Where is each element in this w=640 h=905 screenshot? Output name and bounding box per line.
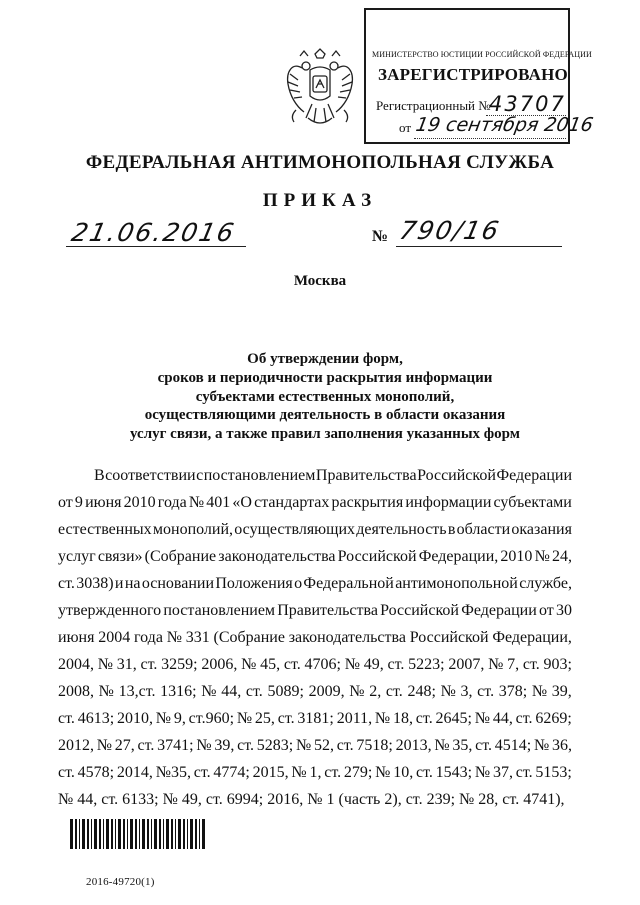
body-line: услуг связи» (Собрание законодательства Российской Федерации, 2010 № 24,: [58, 548, 572, 565]
city: Москва: [293, 273, 347, 289]
stamp-status: ЗАРЕГИСТРИРОВАНО: [378, 65, 568, 84]
stamp-ministry: МИНИСТЕРСТВО ЮСТИЦИИ РОССИЙСКОЙ ФЕДЕРАЦИИ: [372, 50, 592, 59]
body-paragraph: [58, 462, 572, 813]
subject-line: Об утверждении форм,: [247, 351, 403, 367]
order-number: 790/16: [396, 216, 504, 245]
subject-line: сроков и периодичности раскрытия информации: [157, 369, 493, 386]
stamp-date: 19 сентября 2016: [414, 114, 595, 136]
stamp-date-underline: [414, 138, 566, 139]
body-line: от 9 июня 2010 года № 401 «О стандартах раскрытия информации субъектами: [58, 494, 572, 511]
body-line: ст. 3038) и на основании Положения о Федеральной антимонопольной службе,: [58, 575, 572, 592]
body-line: ст. 4613; 2010, № 9, ст.960; № 25, ст. 3181; 2011, № 18, ст. 2645; № 44, ст. 6269;: [58, 710, 572, 727]
subject-line: осуществляющими деятельность в области оказания: [144, 407, 506, 424]
document-type: ПРИКАЗ: [262, 190, 378, 211]
body-line: 2008, № 13,ст. 1316; № 44, ст. 5089; 2009, № 2, ст. 248; № 3, ст. 378; № 39,: [58, 683, 572, 700]
body-line: июня 2004 года № 331 (Собрание законодательства Российской Федерации,: [58, 629, 572, 646]
order-number-underline: [396, 246, 562, 247]
subject-line: услуг связи, а также правил заполнения указанных форм: [130, 426, 520, 443]
body-line: В соответствии с постановлением Правительства Российской Федерации: [94, 467, 572, 484]
registration-stamp: [364, 8, 595, 144]
subject-line: субъектами естественных монополий,: [195, 388, 455, 405]
order-date-underline: [66, 246, 246, 247]
body-line: ст. 4578; 2014, №35, ст. 4774; 2015, № 1, ст. 279; № 10, ст. 1543; № 37, ст. 5153;: [58, 764, 572, 781]
agency-name: ФЕДЕРАЛЬНАЯ АНТИМОНОПОЛЬНАЯ СЛУЖБА: [85, 152, 555, 173]
body-line: 2012, № 27, ст. 3741; № 39, ст. 5283; № 52, ст. 7518; 2013, № 35, ст. 4514; № 36,: [58, 737, 572, 754]
body-line: 2004, № 31, ст. 3259; 2006, № 45, ст. 4706; № 49, ст. 5223; 2007, № 7, ст. 903;: [58, 656, 572, 673]
stamp-reg-number: 43707: [489, 92, 566, 116]
coat-of-arms-emblem: [282, 48, 358, 138]
body-line: утвержденного постановлением Правительства Российской Федерации от 30: [58, 602, 572, 619]
barcode: [70, 819, 206, 849]
stamp-reg-label: Регистрационный №: [376, 98, 491, 113]
stamp-date-prefix: от: [399, 120, 412, 135]
order-date: 21.06.2016: [68, 218, 239, 247]
order-number-sign: №: [372, 228, 389, 245]
order-subject: [80, 350, 570, 444]
body-line: естественных монополий, осуществляющих деятельность в области оказания: [58, 521, 572, 538]
body-line: № 44, ст. 6133; № 49, ст. 6994; 2016, № 1 (часть 2), ст. 239; № 28, ст. 4741),: [58, 791, 565, 808]
document-id: 2016-49720(1): [86, 876, 155, 888]
